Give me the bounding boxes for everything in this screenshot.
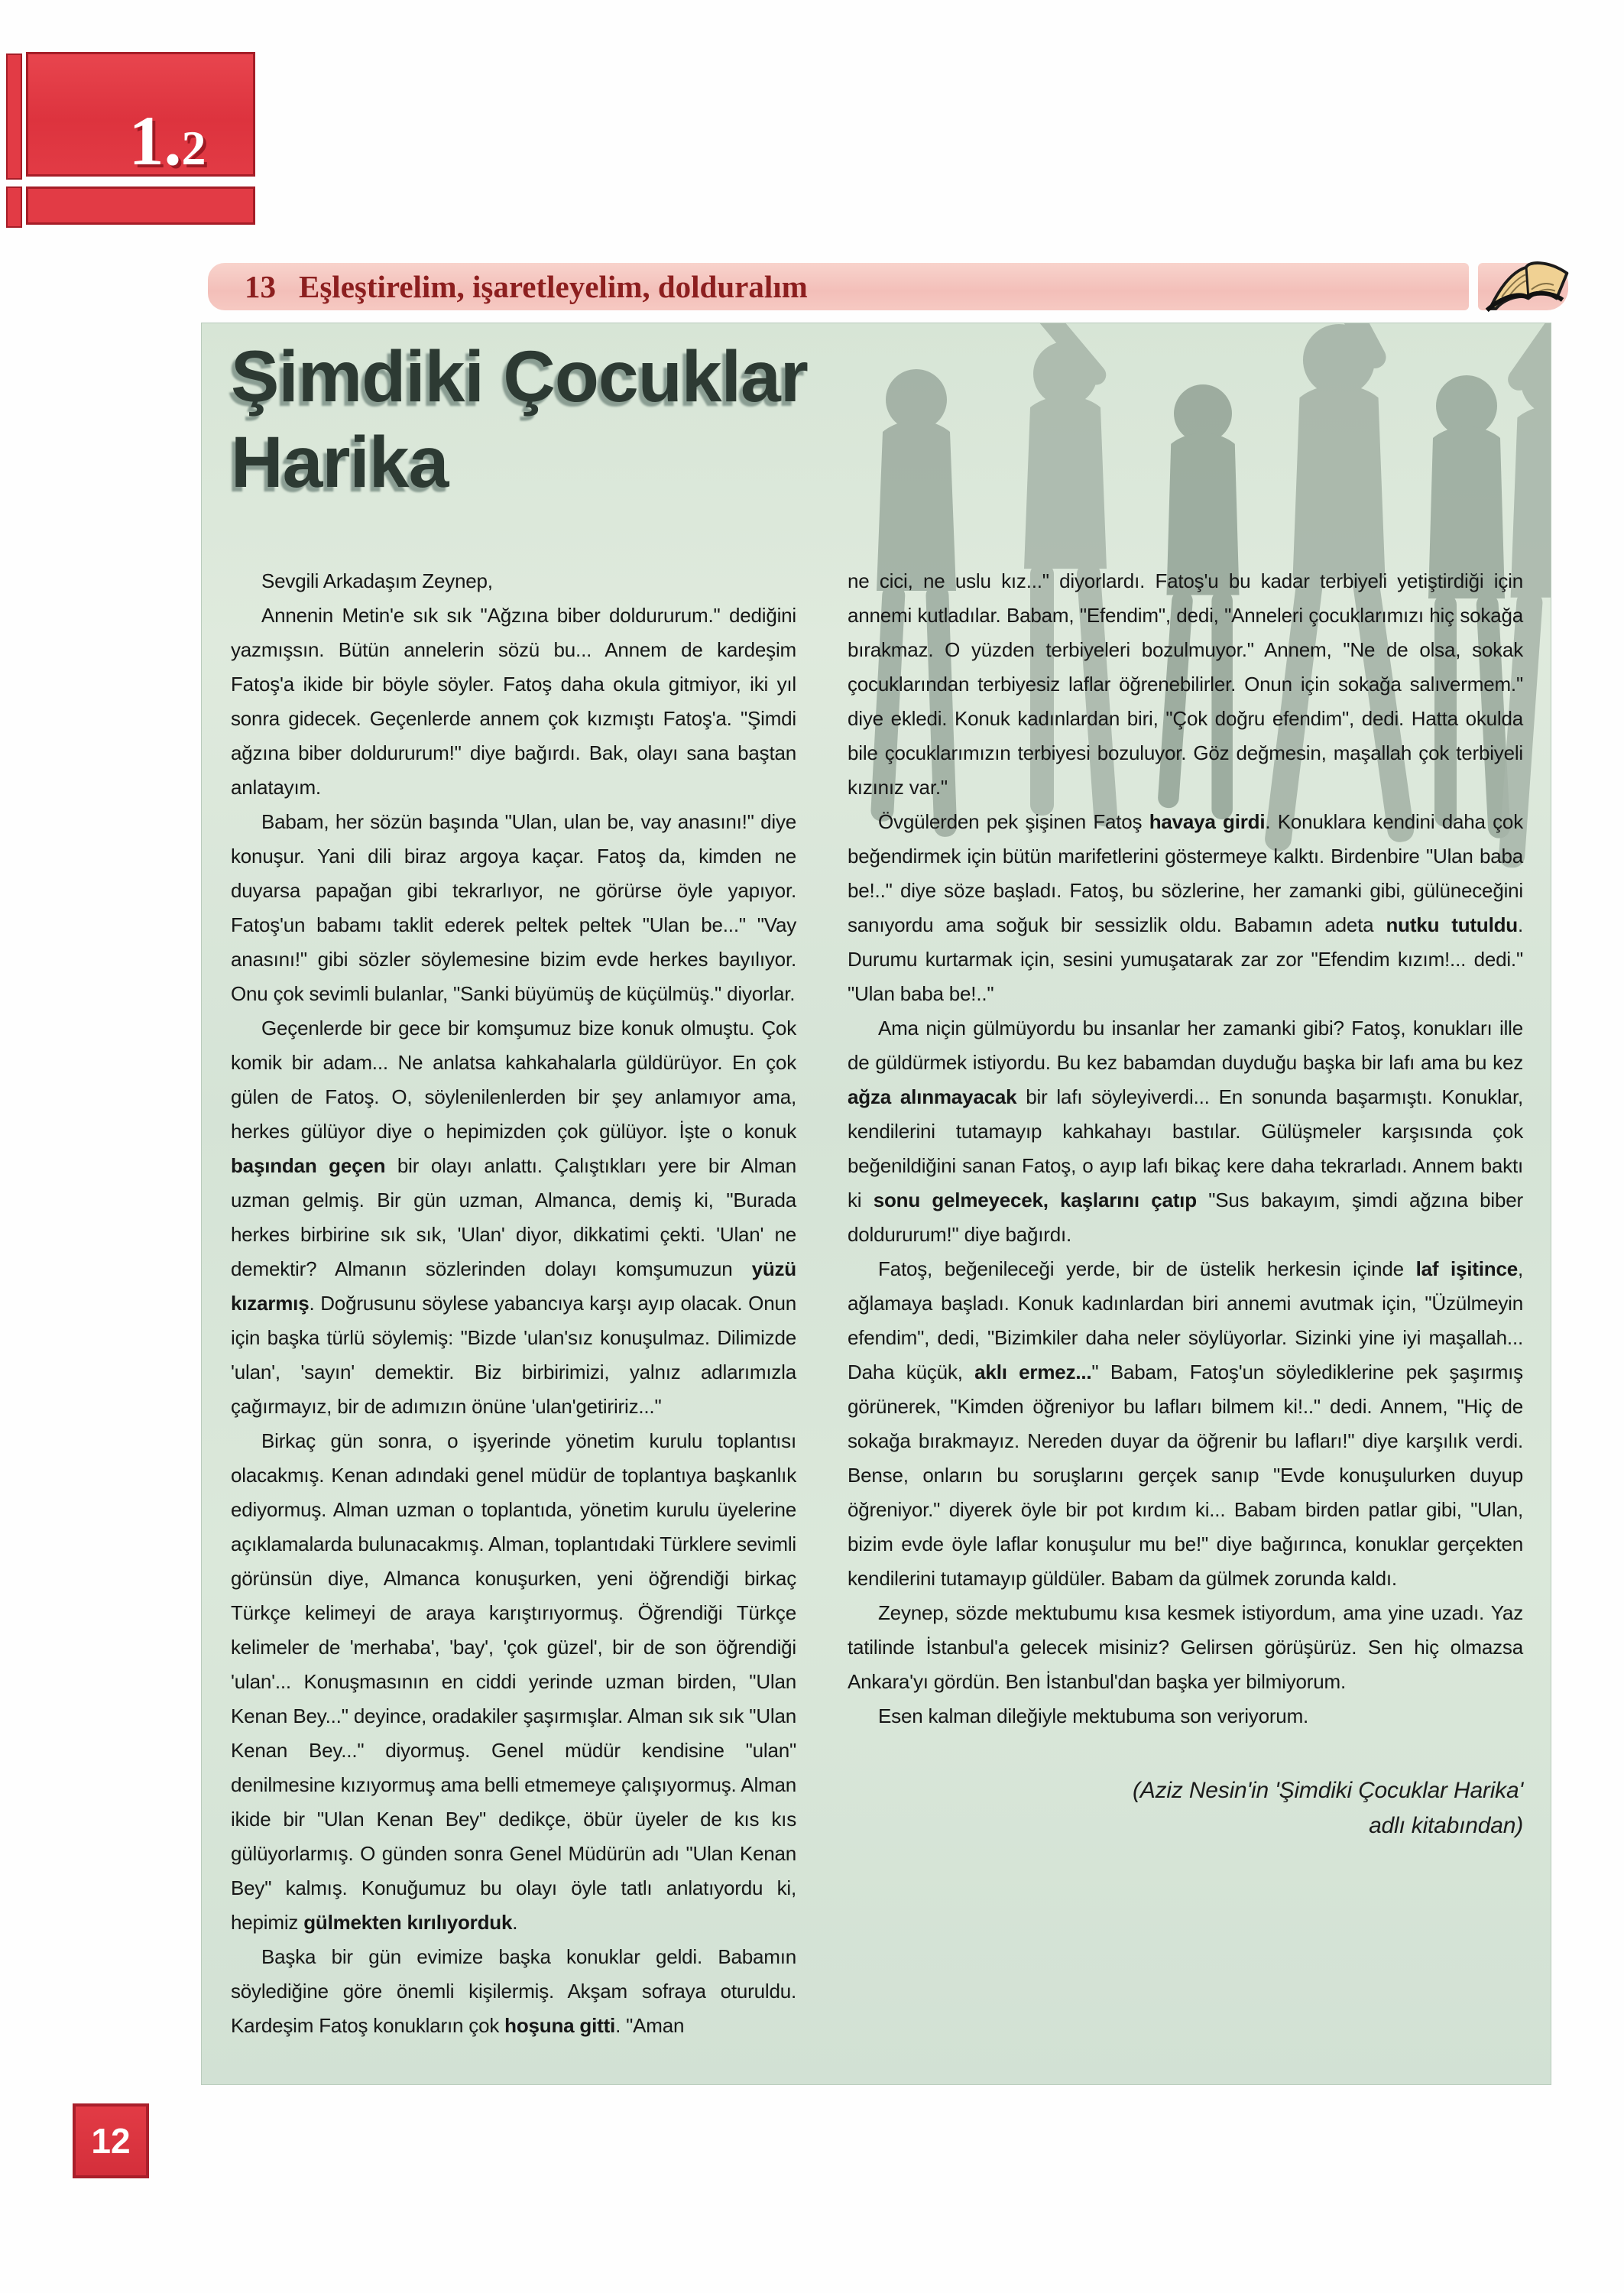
exercise-number: 13 [245, 269, 276, 304]
text-segment: " Babam, Fatoş'un söylediklerine pek şaşırmış görünerek, "Kimden öğreniyor bu lafları bilmem ki!.." dedi. Annem, "Hiç de sokağa bırakmayız. Nereden duyar da öğrenir bu lafları!" diye karşılık verdi. Bense, onların bu soruşlarını gerçek sanıp "Evde konuşulurken duyup öğreniyor." diyerek öyle bir pot kırdım ki... Babam birden patlar gibi, "Ulan, bizim evde öyle laflar konuşulur mu be!" diye bağırınca, konuklar gerçekten kendilerini tutamayıp güldüler. Babam da gülmek zorunda kaldı. [848, 1361, 1523, 1590]
paragraph [231, 805, 796, 1011]
text-segment: . "Aman [615, 2014, 685, 2037]
source-attribution [848, 1773, 1523, 1844]
idiom-highlight: laf işitince [1415, 1257, 1518, 1280]
story-title [231, 334, 808, 505]
text-segment: , ağlamaya başladı. Konuk kadınlardan biri annemi avutmak için, "Üzülmeyin efendim", dedi, "Bizimkiler daha neler söylüyorlar. Sizinki yine iyi maşallah... Daha küçük, [848, 1257, 1523, 1383]
text-segment: Sevgili Arkadaşım Zeynep, [261, 569, 493, 592]
text-segment: Övgülerden pek şişinen Fatoş [878, 810, 1149, 833]
exercise-header-text [208, 268, 808, 305]
exercise-header [208, 263, 1469, 310]
text-segment: ne cici, ne uslu kız..." diyorlardı. Fatoş'u bu kadar terbiyeli yetiştirdiği için annemi kutladılar. Babam, "Efendim", dedi, "Anneleri çocuklarımızı hiç sokağa bırakmaz. O yüzden terbiyeleri bozulmuyor." Annem, "Ne de olsa, sokak çocuklarından terbiyesiz laflar öğrenebilirler. Onun için sokağa salıvermem." diye ekledi. Konuk kadınlardan biri, "Çok doğru efendim", dedi. Hatta okulda bile çocuklarımızın terbiyesi bozuluyor. Göz değmesin, maşallah çok terbiyeli kızınız var." [848, 569, 1523, 799]
text-segment: "Sus bakayım, şimdi ağzına biber doldururum!" diye bağırdı. [848, 1189, 1523, 1246]
paragraph [848, 1596, 1523, 1699]
article-left-column [231, 564, 796, 2043]
paragraph [231, 564, 796, 598]
idiom-highlight: gülmekten kırılıyorduk [303, 1911, 513, 1934]
reading-passage-box [201, 323, 1551, 2085]
source-attribution-line1: (Aziz Nesin'in 'Şimdiki Çocuklar Harika' [1133, 1778, 1523, 1803]
text-segment: Fatoş, beğenileceği yerde, bir de üstelik herkesin içinde [878, 1257, 1416, 1280]
paragraph [848, 805, 1523, 1011]
unit-number-main: 1. [128, 102, 182, 180]
paragraph [231, 598, 796, 805]
paragraph [848, 1011, 1523, 1252]
text-segment: bir lafı söyleyiverdi... En sonunda başarmıştı. Konuklar, kendilerini tutamayıp kahkahayı bastılar. Gülüşmeler karşısında çok beğenildiğini sanan Fatoş, o ayıp lafı bikaç kere daha tekrarladı. Annem baktı ki [848, 1085, 1523, 1211]
idiom-highlight: havaya girdi [1149, 810, 1266, 833]
badge-left-strip [6, 54, 22, 180]
text-segment: Geçenlerde bir gece bir komşumuz bize konuk olmuştu. Çok komik bir adam... Ne anlatsa kahkahalarla güldürüyor. En çok gülen de Fatoş. O, söylenilenlerden bir şey anlamıyor ama, herkes gülüyor diye o hepimizden çok gülüyor. İşte o konuk [231, 1017, 796, 1143]
badge-left-strip-bottom [6, 186, 22, 228]
page-number-badge [73, 2103, 149, 2178]
paragraph [231, 1940, 796, 2043]
text-segment: Ama niçin gülmüyordu bu insanlar her zamanki gibi? Fatoş, konukları ille de güldürmek istiyordu. Bu kez babamdan duyduğu başka bir lafı ama bu kez [848, 1017, 1523, 1074]
text-segment: Birkaç gün sonra, o işyerinde yönetim kurulu toplantısı olacakmış. Kenan adındaki genel müdür de toplantıya başkanlık ediyormuş. Alman uzman o toplantıda, yönetim kurulu üyelerine açıklamalarda bulunacakmış. Alman, toplantıdaki Türklere sevimli görünsün diye, Almanca konuşurken, yeni öğrendiği birkaç Türkçe kelimeyi de araya karıştırıyormuş. Öğrendiği Türkçe kelimeler de 'merhaba', 'bay', 'çok güzel', bir de son öğrendiği 'ulan'... Konuşmasının en ciddi yerinde uzman birden, "Ulan Kenan Bey..." deyince, oradakiler şaşırmışlar. Alman sık sık "Ulan Kenan Bey..." diyormuş. Genel müdür kendisine "ulan" denilmesine kızıyormuş ama belli etmemeye çalışıyormuş. Alman ikide bir "Ulan Kenan Bey" dedikçe, öbür üyeler de kıs kıs gülüyorlarmış. O günden sonra Genel Müdürün adı "Ulan Kenan Bey" kalmış. Konuğumuz bu olayı öyle tatlı anlatıyordu ki, hepimiz [231, 1429, 796, 1934]
text-segment: Başka bir gün evimize başka konuklar geldi. Babamın söylediğine göre önemli kişilermiş. Akşam sofraya oturuldu. Kardeşim Fatoş konukların çok [231, 1945, 796, 2037]
source-attribution-line2: adlı kitabından) [1369, 1813, 1523, 1838]
paragraph [231, 1011, 796, 1424]
badge-box [26, 52, 255, 180]
idiom-highlight: başından geçen [231, 1154, 386, 1177]
text-segment: . Konuklara kendini daha çok beğendirmek için bütün marifetlerini göstermeye kalktı. Birdenbire "Ulan baba be!.." diye söze başladı. Fatoş, bu sözlerine, her zamanki gibi, gülüneceğini sanıyordu ama soğuk bir sessizlik oldu. Babamın adeta [848, 810, 1523, 936]
text-segment: . [512, 1911, 518, 1934]
text-segment: Esen kalman dileğiyle mektubuma son veriyorum. [878, 1704, 1309, 1727]
text-segment: . Durumu kurtarmak için, sesini yumuşatarak zar zor "Efendim kızım!... dedi." "Ulan baba be!.." [848, 913, 1523, 1005]
idiom-highlight: ağza alınmayacak [848, 1085, 1017, 1108]
exercise-title: Eşleştirelim, işaretleyelim, dolduralım [299, 269, 808, 304]
idiom-highlight: hoşuna gitti [504, 2014, 616, 2037]
open-book-icon [1480, 251, 1576, 318]
paragraph [231, 1424, 796, 1940]
idiom-highlight: yüzü kızarmış [231, 1257, 796, 1315]
article-right-column [848, 564, 1523, 1844]
idiom-highlight: sonu gelmeyecek, kaşlarını çatıp [873, 1189, 1197, 1211]
text-segment: bir olayı anlattı. Çalıştıkları yere bir Alman uzman gelmiş. Bir gün uzman, Almanca, demiş ki, "Burada herkes birbirine sık sık, 'Ulan' diyor, dikkatimi çekti. 'Ulan' ne demektir? Almanın sözlerinden dolayı komşumuzun [231, 1154, 796, 1280]
idiom-highlight: aklı ermez... [974, 1361, 1092, 1383]
text-segment: . Doğrusunu söylese yabancıya karşı ayıp olacak. Onun için başka türlü söylemiş: "Bizde 'ulan'sız konuşulmaz. Dilimizde 'ulan', 'sayın' demektir. Biz birbirimizi, yalnız adlarımızla çağırmayız, bir de adımızın önüne 'ulan'getiririz..." [231, 1292, 796, 1418]
text-segment: Annenin Metin'e sık sık "Ağzına biber doldururum." dediğini yazmışsın. Bütün annelerin sözü bu... Annem de kardeşim Fatoş'a ikide bir böyle söyler. Fatoş daha okula gitmiyor, iki yıl sonra gidecek. Geçenlerde annem çok kızmıştı Fatoş'a. "Şimdi ağzına biber doldururum!" diye bağırdı. Bak, olayı sana baştan anlatayım. [231, 604, 796, 799]
story-title-line1: Şimdiki Çocuklar [231, 336, 808, 417]
unit-number [76, 102, 206, 180]
story-title-line2: Harika [231, 422, 449, 503]
unit-number-sub: 2 [181, 121, 206, 176]
badge-bottom-strip [26, 186, 255, 225]
paragraph [848, 1252, 1523, 1596]
text-segment: Zeynep, sözde mektubumu kısa kesmek istiyordum, ama yine uzadı. Yaz tatilinde İstanbul'a gelecek misiniz? Gelirsen görüşürüz. Sen hiç olmazsa Ankara'yı gördün. Ben İstanbul'dan başka yer bilmiyorum. [848, 1601, 1523, 1693]
unit-badge [6, 52, 258, 228]
idiom-highlight: nutku tutuldu [1386, 913, 1518, 936]
text-segment: Babam, her sözün başında "Ulan, ulan be, vay anasını!" diye konuşur. Yani dili biraz argoya kaçar. Fatoş da, kimden ne duyarsa papağan gibi tekrarlıyor, ne görürse öyle yapıyor. Fatoş'un babamı taklit ederek peltek peltek "Ulan be..." "Vay anasını!" gibi sözler söylemesine bizim evde herkes bayılıyor. Onu çok sevimli bulanlar, "Sanki büyümüş de küçülmüş." diyorlar. [231, 810, 796, 1005]
paragraph [848, 564, 1523, 805]
page-number: 12 [91, 2121, 131, 2161]
paragraph [848, 1699, 1523, 1734]
